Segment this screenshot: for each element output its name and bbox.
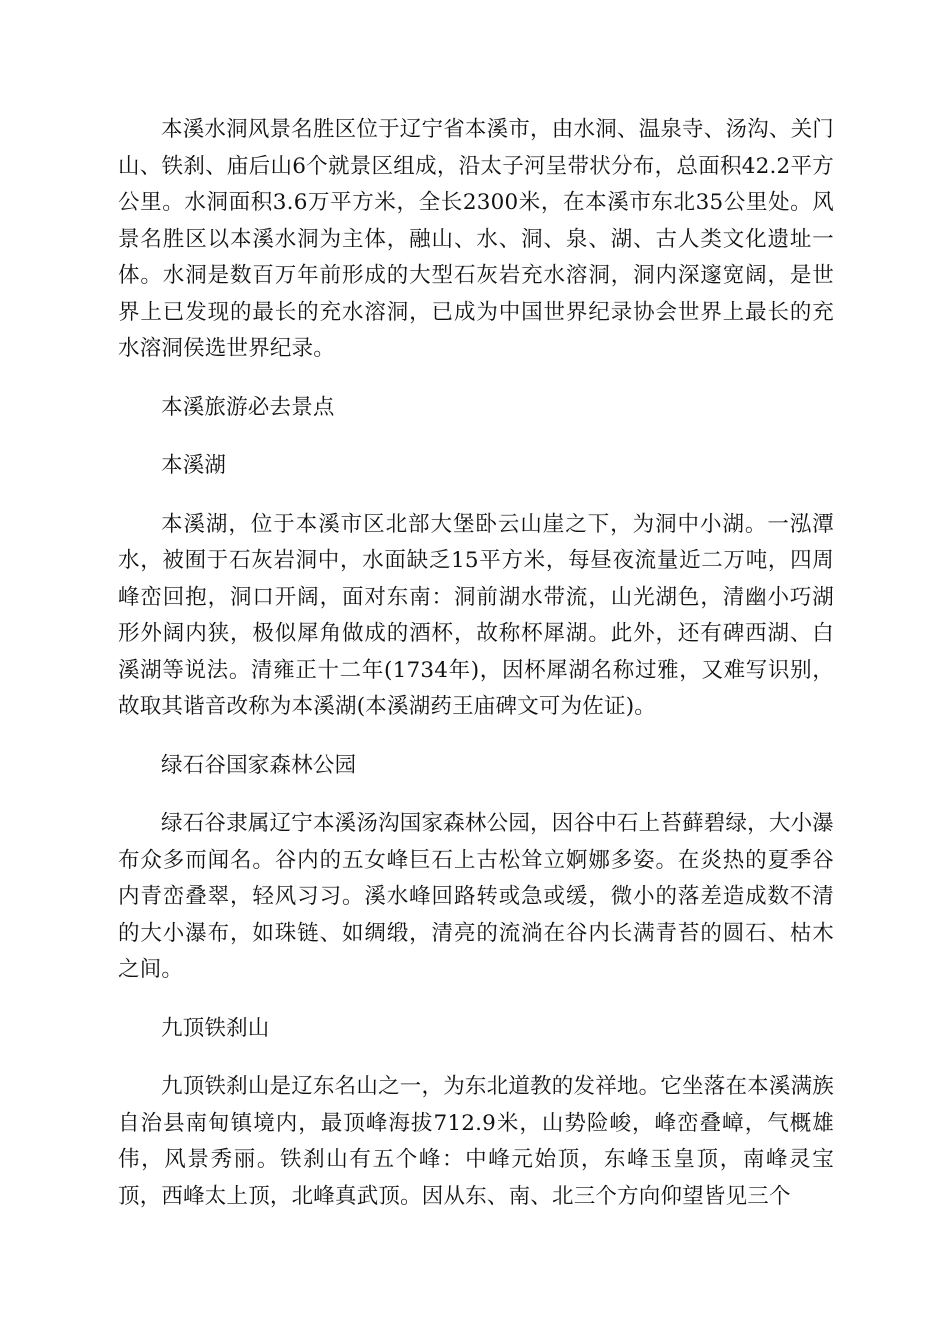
spot-title-tiechashan: 九顶铁刹山: [161, 1015, 270, 1041]
spot-title-benxi-lake: 本溪湖: [161, 453, 227, 478]
section-title: 本溪旅游必去景点: [161, 394, 335, 420]
spot-title-lvshigu: 绿石谷国家森林公园: [161, 752, 357, 778]
spot-text-tiechashan: 九顶铁刹山是辽东名山之一，为东北道教的发祥地。它坐落在本溪满族自治县南甸镇境内，最顶峰海拔712.9米，山势险峻，峰峦叠嶂，气概雄伟，风景秀丽。铁刹山有五个峰：中峰元始顶，东峰玉皇顶，南峰灵宝顶，西峰太上顶，北峰真武顶。因从东、南、北三个方向仰望皆见三个: [118, 1074, 834, 1209]
spot-text-lvshigu: 绿石谷隶属辽宁本溪汤沟国家森林公园，因谷中石上苔藓碧绿，大小瀑布众多而闻名。谷内的五女峰巨石上古松耸立婀娜多姿。在炎热的夏季谷内青峦叠翠，轻风习习。溪水峰回路转或急或缓，微小的落差造成数不清的大小瀑布，如珠链、如绸缎，清亮的流淌在谷内长满青苔的圆石、枯木之间。: [118, 811, 834, 982]
document-page: [118, 112, 834, 1237]
spot-text-benxi-lake: 本溪湖，位于本溪市区北部大堡卧云山崖之下，为洞中小湖。一泓潭水，被囿于石灰岩洞中，水面缺乏15平方米，每昼夜流量近二万吨，四周峰峦回抱，洞口开阔，面对东南：洞前湖水带流，山光湖色，清幽小巧湖形外阔内狭，极似犀角做成的酒杯，故称杯犀湖。此外，还有碑西湖、白溪湖等说法。清雍正十二年(1734年)，因杯犀湖名称过雅，又难写识别，故取其谐音改称为本溪湖(本溪湖药王庙碑文可为佐证)。: [118, 511, 834, 719]
intro-paragraph: 本溪水洞风景名胜区位于辽宁省本溪市，由水洞、温泉寺、汤沟、关门山、铁刹、庙后山6个就景区组成，沿太子河呈带状分布，总面积42.2平方公里。水洞面积3.6万平方米，全长2300米，在本溪市东北35公里处。风景名胜区以本溪水洞为主体，融山、水、洞、泉、湖、古人类文化遗址一体。水洞是数百万年前形成的大型石灰岩充水溶洞，洞内深邃宽阔，是世界上已发现的最长的充水溶洞，已成为中国世界纪录协会世界上最长的充水溶洞侯选世界纪录。: [118, 117, 834, 361]
